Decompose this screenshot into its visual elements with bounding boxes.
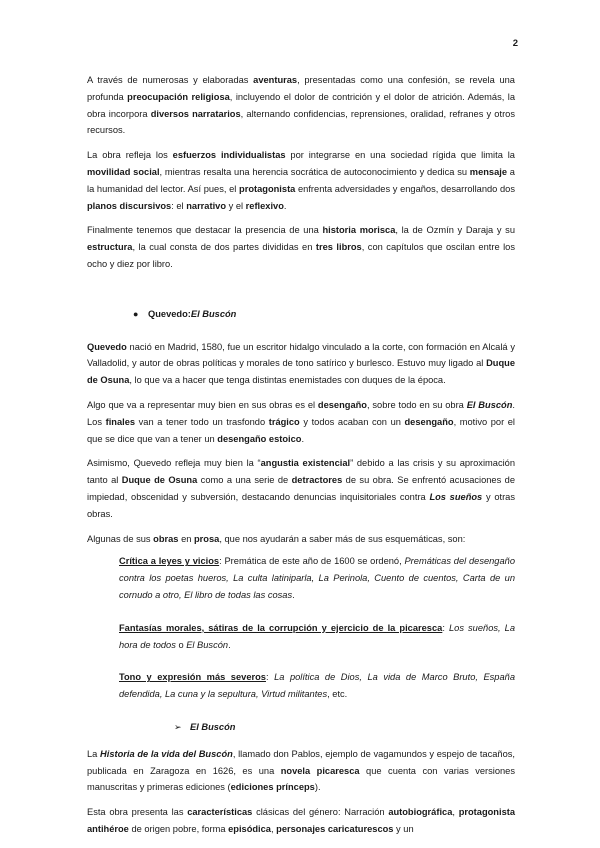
- bold-text: historia morisca: [322, 225, 396, 236]
- bold-text: movilidad social: [87, 166, 160, 177]
- bold-text: Quevedo: [87, 341, 127, 352]
- bold-text: protagonista antihéroe: [87, 807, 516, 834]
- italic-text: Los sueños, La hora de todos: [119, 622, 516, 650]
- paragraph-angustia: [87, 455, 515, 522]
- text: .: [292, 589, 295, 600]
- text: como a una serie de: [197, 475, 292, 486]
- italic-text: Premáticas del desengaño contra los poetas hueros, La culta latiniparla, La Perinola, Cuento de cuentos, Carta de un cornudo a otro, El libro de todas las cosas: [119, 556, 515, 600]
- paragraph-obras-prosa: [87, 531, 515, 548]
- text: ,: [452, 807, 459, 818]
- underlined-heading: Tono y expresión más severos: [119, 672, 266, 683]
- text: y el: [226, 200, 246, 211]
- text: de su obra. Se enfrentó acusaciones de impiedad, obscenidad y subversión, destacando denuncias inquisitoriales contra: [87, 475, 515, 502]
- text: enfrenta adversidades y engaños, desarrollando dos: [295, 183, 515, 194]
- paragraph-quevedo-bio: [87, 339, 515, 389]
- list-item: [119, 669, 515, 703]
- paragraph-historia-morisca: [87, 222, 515, 272]
- list-item-text: [119, 620, 515, 654]
- text: , incluyendo el dolor de contrición y el dolor de atrición. Además, la obra incorpora: [87, 91, 515, 119]
- text: Finalmente tenemos que destacar la presencia de una: [87, 225, 323, 236]
- bold-text: Duque de Osuna: [87, 358, 515, 386]
- bold-text: ediciones prínceps: [230, 782, 315, 793]
- text: , la de Ozmín y Daraja y su: [395, 225, 516, 236]
- italic-text: Los sueños: [429, 491, 483, 502]
- bold-text: prosa: [194, 533, 220, 544]
- text: .: [301, 433, 305, 444]
- text: nació en Madrid, 1580, fue un escritor hidalgo vinculado a la corte, con formación en Alcalá y Valladolid, y autor de obras políticas y morales de tono satírico y burlesco. Estuvo muy ligado al: [87, 341, 515, 369]
- document-body: [87, 72, 515, 846]
- text: , la cual consta de dos partes divididas en: [132, 242, 316, 253]
- text: .: [283, 200, 287, 211]
- text: , con capítulos que oscilan entre los ocho y diez por libro.: [87, 242, 516, 269]
- paragraph-caracteristicas: [87, 804, 515, 838]
- text: ” debido a las crisis y su aproximación tanto al: [87, 458, 515, 486]
- text: , mientras resalta una herencia socrática de autoconocimiento y dedica su: [159, 166, 470, 177]
- bold-text: esfuerzos individualistas: [172, 150, 286, 161]
- bold-italic-text: [467, 400, 513, 410]
- bold-text: características: [187, 807, 253, 818]
- section-heading-quevedo: [133, 306, 515, 323]
- italic-text: El Buscón: [466, 399, 513, 410]
- list-item-text: [119, 553, 515, 603]
- bold-text: finales: [105, 416, 136, 427]
- bold-text: desengaño: [404, 416, 454, 427]
- text: y un: [393, 823, 414, 834]
- bold-text: autobiográfica: [388, 807, 453, 818]
- underlined-heading: Fantasías morales, sátiras de la corrupción y ejercicio de la picaresca: [119, 622, 443, 633]
- text: , alternando confidencias, reprensiones, oralidad, refranes y otros recursos.: [87, 108, 515, 136]
- bold-italic-text: [429, 492, 482, 502]
- text: ).: [314, 782, 321, 793]
- text: o: [175, 639, 187, 650]
- bold-italic-text: [100, 749, 233, 759]
- bold-text: angustia existencial: [260, 458, 351, 469]
- text: La: [87, 748, 101, 759]
- text: , presentadas como una confesión, se revela una profunda: [87, 75, 515, 102]
- text: , etc.: [327, 689, 348, 700]
- text: Algo que va a representar muy bien en sus obras es el: [87, 399, 318, 410]
- bold-text: detractores: [291, 475, 343, 486]
- text: que cuenta con varias versiones manuscritas y primeras ediciones (: [87, 765, 515, 793]
- bold-text: personajes caricaturescos: [276, 823, 394, 834]
- text: por integrarse en una sociedad rígida que limita la: [285, 150, 515, 161]
- bold-text: estructura: [87, 242, 133, 253]
- text: :: [265, 672, 275, 683]
- bold-text: planos discursivos: [87, 200, 172, 211]
- paragraph-aventuras: [87, 72, 515, 139]
- text: , lo que va a hacer que tenga distintas enemistades con duques de la época.: [129, 375, 446, 386]
- text: . Los: [87, 399, 515, 427]
- underlined-heading: Crítica a leyes y vicios: [119, 556, 220, 567]
- text: A través de numerosas y elaboradas: [87, 75, 254, 85]
- page-number: 2: [512, 38, 518, 49]
- list-item: [119, 620, 515, 654]
- text: : Premática de este año de 1600 se ordenó,: [219, 556, 405, 567]
- text: clásicas del género: Narración: [252, 807, 389, 818]
- bold-text: desengaño estoico: [217, 433, 302, 444]
- bold-text: obras: [153, 533, 179, 544]
- text: van a tener todo un trasfondo: [135, 416, 269, 427]
- works-list: [119, 553, 515, 703]
- heading-label: Quevedo:: [148, 308, 191, 319]
- bold-text: diversos narratarios: [150, 108, 241, 119]
- text: Asimismo, Quevedo refleja muy bien la “: [87, 458, 261, 469]
- bold-text: novela picaresca: [280, 765, 360, 776]
- bold-text: episódica: [228, 823, 271, 834]
- bullet-icon: ●: [133, 308, 139, 319]
- bold-text: preocupación religiosa: [127, 91, 230, 102]
- text: a la humanidad del lector. Así pues, el: [87, 166, 515, 194]
- arrow-bullet-icon: ➢: [174, 721, 182, 732]
- text: en: [178, 533, 194, 544]
- text: , llamado don Pablos, ejemplo de vagamundos y espejo de tacaños, publicada en Zaragoza en 1626, es una: [87, 748, 515, 776]
- italic-text: El Buscón: [186, 639, 229, 650]
- paragraph-historia-buscon: [87, 746, 515, 796]
- text: y todos acaban con un: [299, 416, 405, 427]
- text: La obra refleja los: [87, 150, 173, 161]
- bold-text: aventuras: [253, 75, 298, 85]
- heading-title: El Buscón: [190, 308, 237, 319]
- text: , motivo por el que se dice que van a tener un: [87, 416, 515, 444]
- text: Algunas de sus: [87, 533, 154, 544]
- list-item-text: [119, 669, 515, 703]
- bold-text: protagonista: [239, 183, 296, 194]
- bold-text: narrativo: [186, 200, 227, 211]
- text: : el: [171, 200, 187, 211]
- bold-text: reflexivo: [245, 200, 284, 211]
- bold-text: mensaje: [469, 166, 508, 177]
- text: :: [442, 622, 449, 633]
- text: .: [228, 639, 231, 650]
- bold-text: trágico: [268, 416, 300, 427]
- list-item: [119, 553, 515, 603]
- heading-title: El Buscón: [190, 721, 236, 732]
- paragraph-esfuerzos: [87, 147, 515, 214]
- text: Esta obra presenta las: [87, 807, 188, 818]
- bold-text: Duque de Osuna: [121, 475, 198, 486]
- text: ,: [270, 823, 277, 834]
- bold-text: tres libros: [315, 242, 362, 253]
- subsection-heading-el-buscon: [174, 719, 515, 736]
- text: y otras obras.: [87, 491, 515, 519]
- italic-text: La política de Dios, La vida de Marco Bruto, España defendida, La cuna y la sepultura, Virtud militantes: [119, 672, 515, 700]
- italic-text: Historia de la vida del Buscón: [100, 748, 233, 759]
- bold-text: desengaño: [317, 399, 367, 410]
- text: de origen pobre, forma: [128, 823, 229, 834]
- text: , que nos ayudarán a saber más de sus esquemáticas, son:: [219, 533, 466, 544]
- paragraph-desengano: [87, 397, 515, 447]
- text: , sobre todo en su obra: [366, 399, 467, 410]
